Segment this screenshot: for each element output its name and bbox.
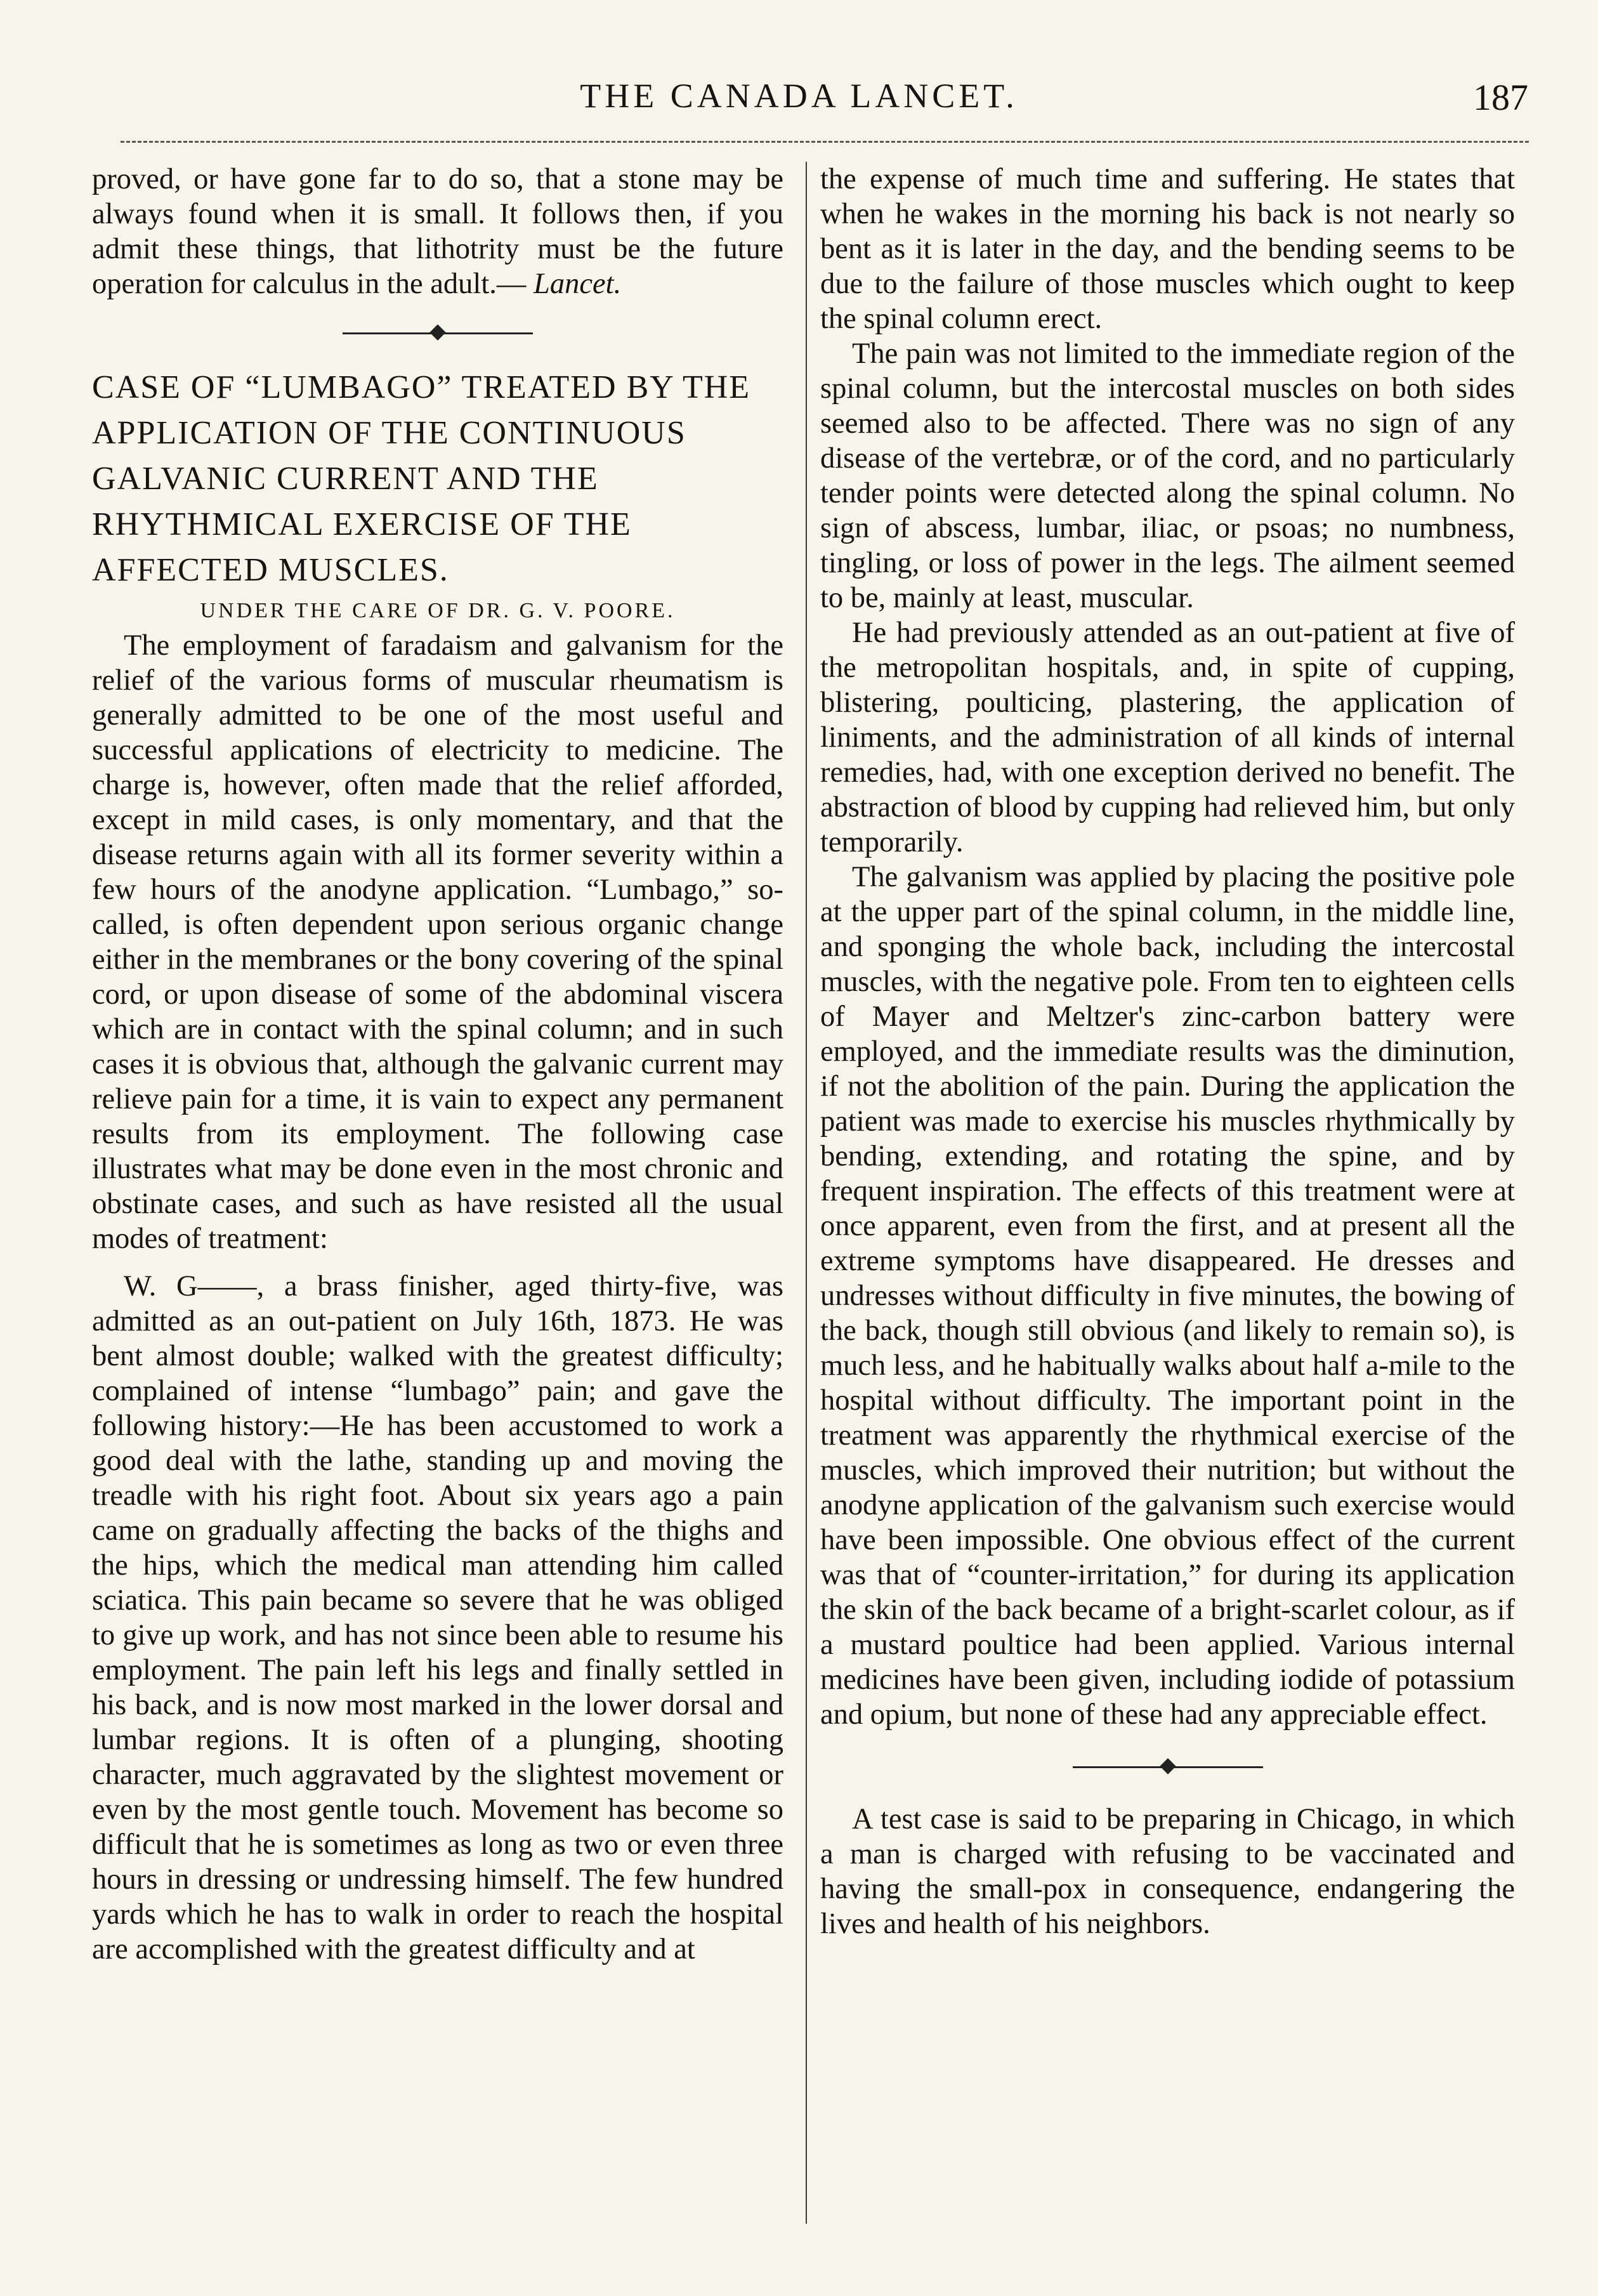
right-column (820, 162, 1515, 1941)
source-citation: Lancet. (534, 268, 622, 300)
section-ornament (820, 1732, 1515, 1802)
article-byline: UNDER THE CARE OF DR. G. V. POORE. (200, 599, 676, 622)
article-paragraph: the expense of much time and suffering. He states that when he wakes in the morning his back is not nearly so bent as it is later in the day, and the bending seems to be due to the failure of those muscles which ought to keep the spinal column erect. (820, 163, 1515, 335)
article-paragraph: The employment of faradaism and galvanism for the relief of the various forms of muscular rheumatism is generally admitted to be one of the most useful and successful applications of electricity to medicine. The charge is, however, often made that the relief afforded, except in mild cases, is only momentary, and that the disease returns again with all its former severity within a few hours of the anodyne application. “Lumbago,” so-called, is often dependent upon serious organic change either in the membranes or the bony covering of the spinal cord, or upon disease of some of the abdominal viscera which are in contact with the spinal column; and in such cases it is obvious that, although the galvanic current may relieve pain for a time, it is vain to expect any permanent results from its employment. The following case illustrates what may be done even in the most chronic and obstinate cases, and such as have resisted all the usual modes of treatment: (92, 629, 783, 1255)
news-paragraph: A test case is said to be preparing in Chicago, in which a man is charged with refusing to be vaccinated and having the small-pox in consequence, endangering the lives and health of his neighbors. (820, 1803, 1515, 1940)
article-paragraph: The pain was not limited to the immediate region of the spinal column, but the intercostal muscles on both sides seemed also to be affected. There was no sign of any disease of the vertebræ, or of the cord, and no particularly tender points were detected along the spinal column. No sign of abscess, lumbar, iliac, or psoas; no numbness, tingling, or loss of power in the legs. The ailment seemed to be, mainly at least, muscular. (820, 338, 1515, 614)
continuation-text: proved, or have gone far to do so, that a stone may be always found when it is small. It follows then, if you admit these things, that lithotrity must be the future operation for calculus in the adult.— (92, 163, 783, 300)
ornament-rule-icon (343, 332, 533, 334)
running-head (0, 76, 1598, 133)
article-title: CASE OF “LUMBAGO” TREATED BY THE APPLICATION OF THE CONTINUOUS GALVANIC CURRENT AND THE RHYTHMICAL EXERCISE OF THE AFFECTED MUSCLES. (92, 369, 751, 588)
left-column (92, 162, 783, 1967)
page-number: 187 (1473, 77, 1528, 118)
ornament-rule-icon (1073, 1766, 1263, 1768)
journal-title: THE CANADA LANCET. (580, 77, 1018, 115)
header-rule (121, 141, 1529, 143)
article-paragraph: W. G——, a brass finisher, aged thirty-five, was admitted as an out-patient on July 16th, 1873. He was bent almost double; walked with the greatest difficulty; complained of intense “lumbago” pain; and gave the following history:—He has been accustomed to work a good deal with the lathe, standing up and moving the treadle with his right foot. About six years ago a pain came on gradually affecting the backs of the thighs and the hips, which the medical man attending him called sciatica. This pain became so severe that he was obliged to give up work, and has not since been able to resume his employment. The pain left his legs and finally settled in his back, and is now most marked in the lower dorsal and lumbar regions. It is often of a plunging, shooting character, much aggravated by the slightest movement or even by the most gentle touch. Movement has become so difficult that he is sometimes as long as two or even three hours in dressing or undressing himself. The few hundred yards which he has to walk in order to reach the hospital are accomplished with the greatest difficulty and at (92, 1270, 783, 1965)
section-ornament (92, 301, 783, 365)
article-paragraph: The galvanism was applied by placing the positive pole at the upper part of the spinal column, in the middle line, and sponging the whole back, including the intercostal muscles, with the negative pole. From ten to eighteen cells of Mayer and Meltzer's zinc-carbon battery were employed, and the immediate results was the diminution, if not the abolition of the pain. During the application the patient was made to exercise his muscles rhythmically by bending, extending, and rotating the spine, and by frequent inspiration. The effects of this treatment were at once apparent, even from the first, and at present all the extreme symptoms have disappeared. He dresses and undresses without difficulty in five minutes, the bowing of the back, though still obvious (and likely to remain so), is much less, and he habitually walks about half a-mile to the hospital without difficulty. The important point in the treatment was apparently the rhythmical exercise of the muscles, which improved their nutrition; but without the anodyne application of the galvanism such exercise would have been impossible. One obvious effect of the current was that of “counter-irritation,” for during its application the skin of the back became of a bright-scarlet colour, as if a mustard poultice had been applied. Various internal medicines have been given, including iodide of potassium and opium, but none of these had any appreciable effect. (820, 861, 1515, 1731)
continuation-paragraph (92, 162, 783, 301)
article-paragraph: He had previously attended as an out-patient at five of the metropolitan hospitals, and, in spite of cupping, blistering, poulticing, plastering, the application of liniments, and the administration of all kinds of internal remedies, had, with one exception derived no benefit. The abstraction of blood by cupping had relieved him, but only temporarily. (820, 617, 1515, 858)
column-divider (806, 162, 807, 2224)
